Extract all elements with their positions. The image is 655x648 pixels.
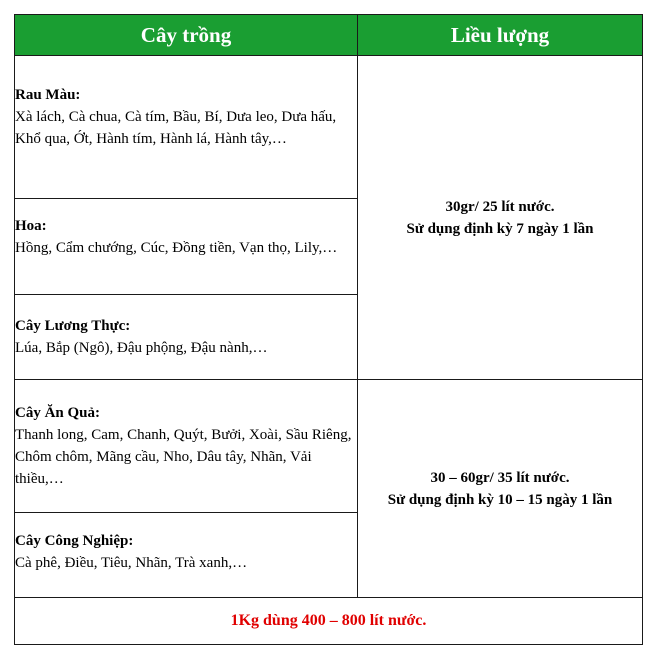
crop-group-items: Hồng, Cẩm chướng, Cúc, Đồng tiền, Vạn thọ, Lily,… bbox=[15, 240, 338, 256]
crop-group-name: Cây Lương Thực: bbox=[15, 318, 131, 334]
crop-group-name: Cây Công Nghiệp: bbox=[15, 533, 134, 549]
crop-cell-vegetables bbox=[15, 56, 358, 199]
dosage-cell-1 bbox=[358, 56, 643, 380]
table-header-row bbox=[15, 15, 643, 56]
dosage-table bbox=[14, 14, 643, 645]
dosage-frequency: Sử dụng định kỳ 10 – 15 ngày 1 lần bbox=[387, 491, 613, 508]
crop-cell-industrial bbox=[15, 513, 358, 598]
dosage-frequency: Sử dụng định kỳ 7 ngày 1 lần bbox=[406, 220, 594, 237]
table-row bbox=[15, 380, 643, 513]
dosage-amount: 30 – 60gr/ 35 lít nước. bbox=[430, 469, 570, 486]
table-footer-row bbox=[15, 598, 643, 645]
table-row bbox=[15, 56, 643, 199]
crop-group-items: Xà lách, Cà chua, Cà tím, Bầu, Bí, Dưa leo, Dưa hấu, Khổ qua, Ớt, Hành tím, Hành lá, Hành tây,… bbox=[15, 109, 337, 147]
crop-group-items: Thanh long, Cam, Chanh, Quýt, Bưởi, Xoài, Sầu Riêng, Chôm chôm, Mãng cầu, Nho, Dâu tây, Nhãn, Vải thiều,… bbox=[15, 427, 352, 487]
crop-cell-flowers bbox=[15, 199, 358, 295]
crop-cell-staples bbox=[15, 295, 358, 380]
header-dosage: Liều lượng bbox=[358, 15, 643, 56]
crop-group-name: Cây Ăn Quả: bbox=[15, 405, 101, 421]
crop-group-items: Cà phê, Điều, Tiêu, Nhãn, Trà xanh,… bbox=[15, 555, 248, 571]
crop-group-name: Hoa: bbox=[15, 218, 47, 234]
footer-note: 1Kg dùng 400 – 800 lít nước. bbox=[15, 598, 643, 645]
crop-group-items: Lúa, Bắp (Ngô), Đậu phộng, Đậu nành,… bbox=[15, 340, 268, 356]
crop-group-name: Rau Màu: bbox=[15, 87, 81, 103]
dosage-cell-2 bbox=[358, 380, 643, 598]
crop-cell-fruit-trees bbox=[15, 380, 358, 513]
header-crop: Cây trồng bbox=[15, 15, 358, 56]
dosage-amount: 30gr/ 25 lít nước. bbox=[445, 198, 555, 215]
